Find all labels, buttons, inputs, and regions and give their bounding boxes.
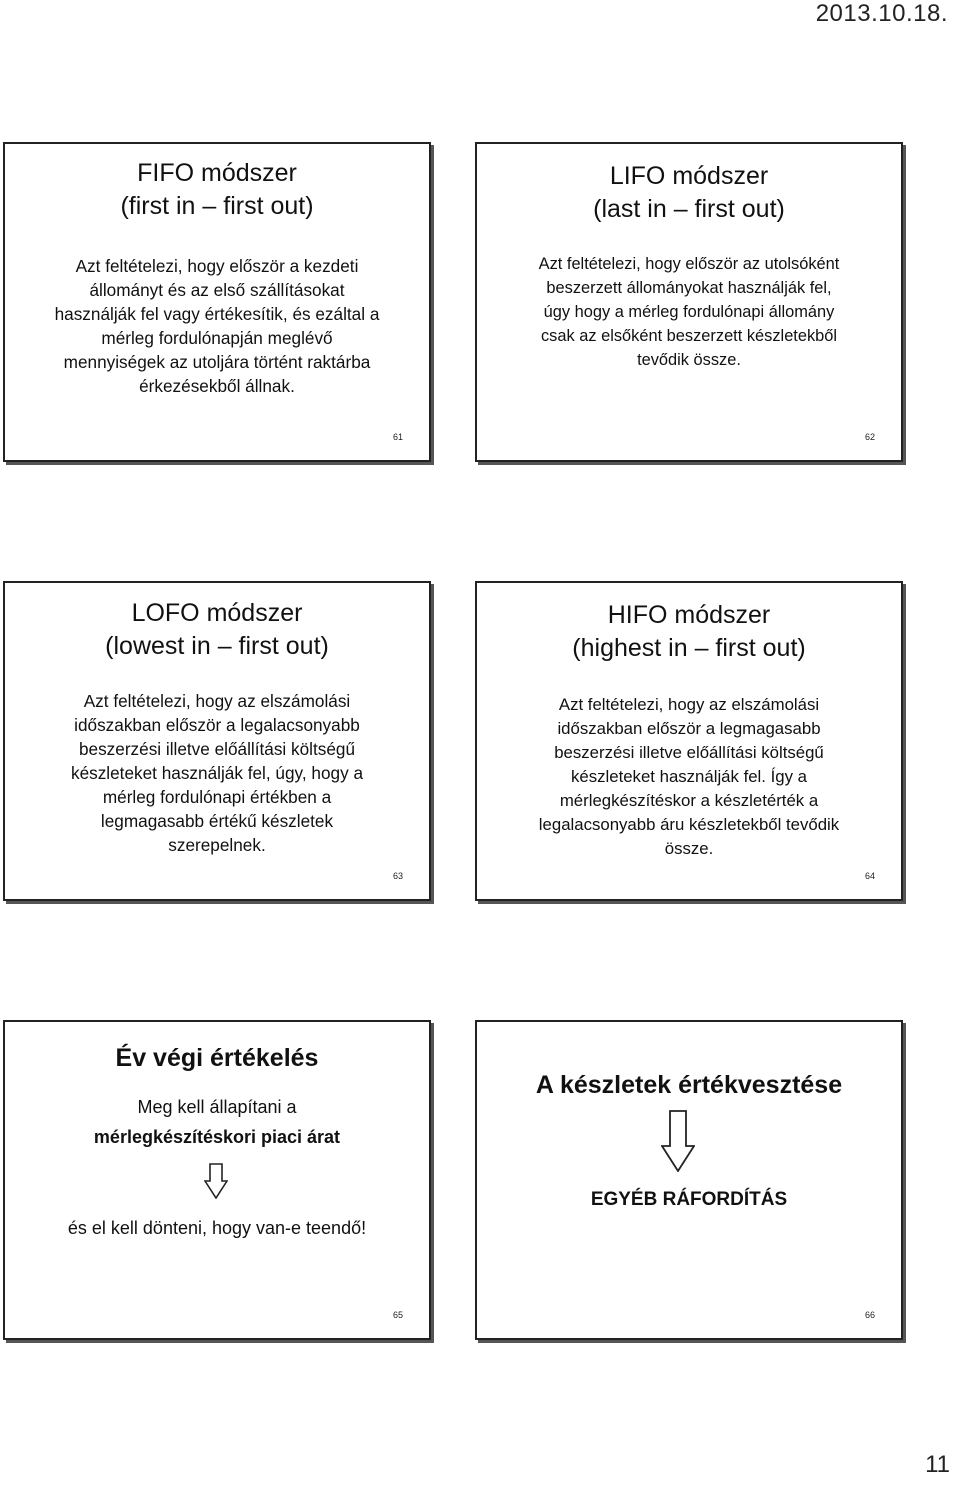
slide-body [483, 693, 895, 861]
slide-title-line: (last in – first out) [593, 195, 785, 223]
slide-text-line: és el kell dönteni, hogy van-e teendő! [67, 1218, 367, 1238]
slide-number: 62 [864, 432, 875, 442]
slide-title-line: FIFO módszer [137, 159, 297, 187]
slide-text-line-bold: EGYÉB RÁFORDÍTÁS [590, 1189, 788, 1210]
body-line: tevődik össze. [637, 351, 741, 369]
slide-number: 63 [392, 871, 403, 881]
body-line: mennyiségek az utoljára történt raktárba [63, 352, 371, 372]
body-line: Azt feltételezi, hogy először a kezdeti [75, 256, 359, 276]
body-line: mérlegkészítéskor a készletérték a [559, 791, 819, 810]
body-line: Azt feltételezi, hogy először az utolsóként [538, 255, 840, 273]
slide-title [477, 160, 901, 226]
slide-body [483, 252, 895, 372]
slide-title-line: (first in – first out) [120, 192, 314, 220]
slide-inventory-impairment [475, 1020, 903, 1340]
body-line: úgy hogy a mérleg fordulónapi állomány [543, 303, 835, 321]
slide-title: A készletek értékvesztése [535, 1071, 843, 1099]
document-date: 2013.10.18. [815, 0, 948, 27]
slide-hifo [475, 581, 903, 901]
body-line: készleteket használják fel. Így a [571, 767, 807, 786]
body-line: mérleg fordulónapi értékben a [102, 787, 332, 807]
body-line: csak az elsőként beszerzett készletekből [540, 327, 838, 345]
body-line: időszakban először a legalacsonyabb [74, 715, 360, 735]
slide-year-end-valuation [3, 1020, 431, 1340]
slide-body [11, 689, 423, 857]
slide-title-line: (lowest in – first out) [105, 632, 329, 660]
slide-body [11, 254, 423, 398]
body-line: beszerzési illetve előállítási költségű [554, 743, 824, 762]
body-line: mérleg fordulónapján meglévő [101, 328, 333, 348]
slide-title-line: (highest in – first out) [572, 634, 806, 662]
down-arrow-icon [661, 1110, 695, 1172]
body-line: beszerzési illetve előállítási költségű [78, 739, 356, 759]
body-line: Azt feltételezi, hogy az elszámolási [558, 695, 820, 714]
body-line: használják fel vagy értékesítik, és ezáltal a [54, 304, 380, 324]
slide-title [5, 597, 429, 663]
down-arrow-icon [204, 1163, 228, 1199]
slide-number: 66 [864, 1310, 875, 1320]
slide-text-line-bold: mérlegkészítéskori piaci árat [93, 1127, 341, 1147]
slide-title-line: LOFO módszer [131, 599, 303, 627]
slide-lofo [3, 581, 431, 901]
body-line: össze. [664, 839, 714, 858]
body-line: állományt és az első szállításokat [89, 280, 345, 300]
slide-title [477, 599, 901, 665]
slide-title: Év végi értékelés [115, 1044, 319, 1072]
slide-title [5, 157, 429, 223]
body-line: szerepelnek. [168, 835, 266, 855]
slide-fifo [3, 142, 431, 462]
slide-title-line: HIFO módszer [607, 601, 771, 629]
body-line: legalacsonyabb áru készletekből tevődik [538, 815, 840, 834]
slide-lifo [475, 142, 903, 462]
slide-number: 61 [392, 432, 403, 442]
body-line: Azt feltételezi, hogy az elszámolási [83, 691, 351, 711]
body-line: érkezésekből állnak. [139, 376, 295, 396]
slide-title-line: LIFO módszer [609, 162, 769, 190]
body-line: legmagasabb értékű készletek [100, 811, 334, 831]
slide-number: 64 [864, 871, 875, 881]
page-number: 11 [925, 1451, 950, 1478]
slide-number: 65 [392, 1310, 403, 1320]
body-line: beszerzett állományokat használják fel, [546, 279, 832, 297]
body-line: készleteket használják fel, úgy, hogy a [70, 763, 364, 783]
body-line: időszakban először a legmagasabb [557, 719, 821, 738]
slide-text-line: Meg kell állapítani a [137, 1097, 297, 1117]
